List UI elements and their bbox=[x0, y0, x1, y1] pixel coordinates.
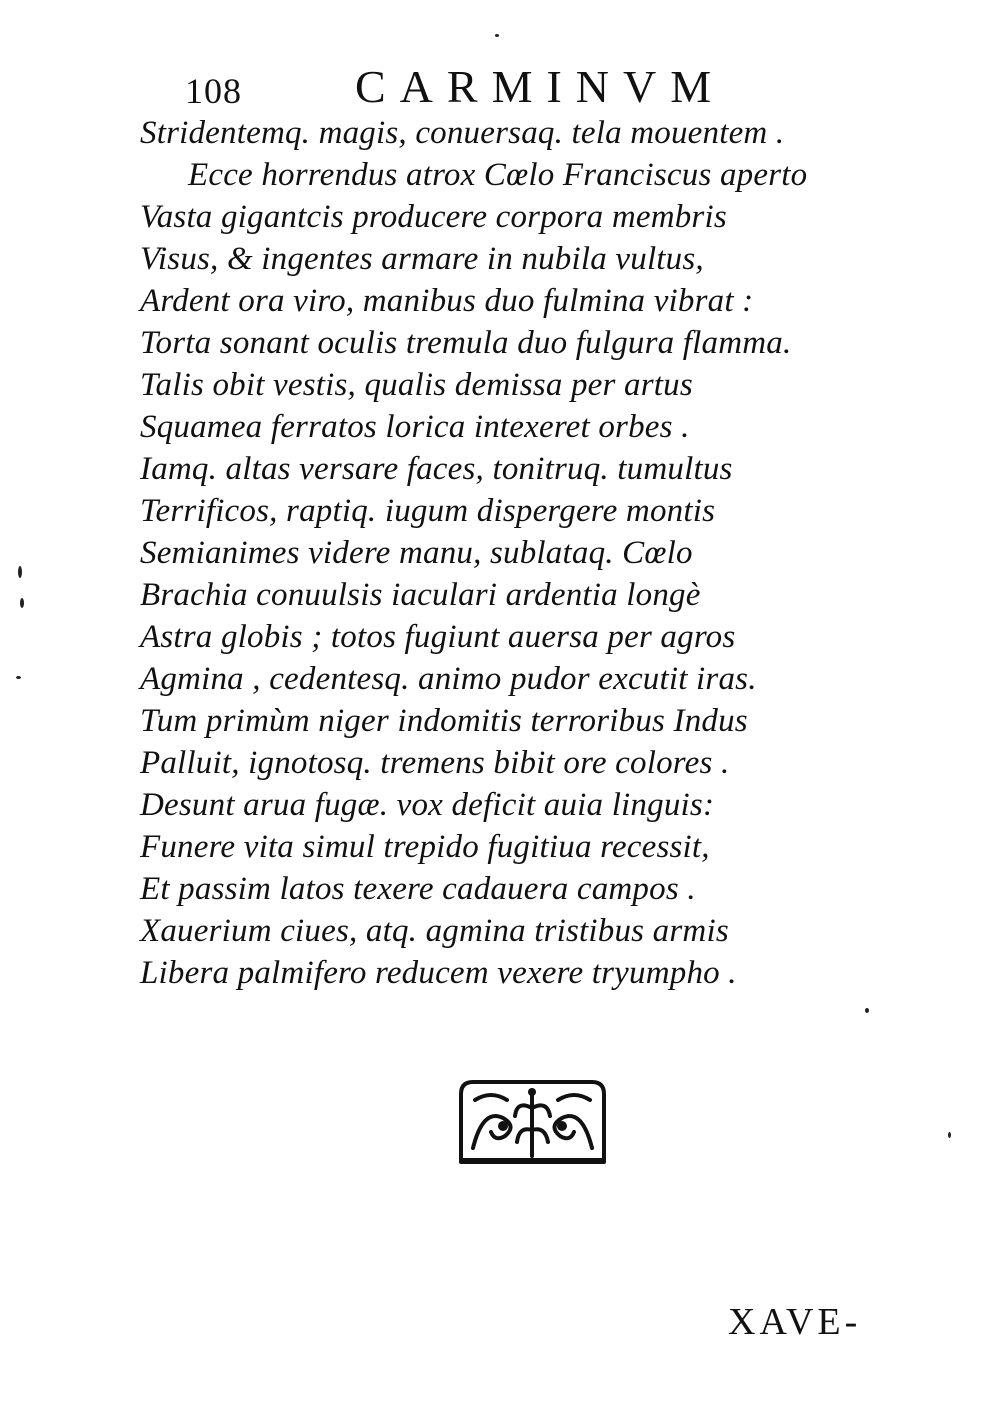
verse-line: Ecce horrendus atrox Cœlo Franciscus aperto bbox=[188, 157, 808, 193]
verse-line: Ardent ora viro, manibus duo fulmina vibrat : bbox=[140, 283, 754, 319]
verse-line: Stridentemq. magis, conuersaq. tela mouentem . bbox=[140, 115, 785, 151]
page-header bbox=[185, 60, 785, 110]
ink-speck bbox=[20, 598, 24, 608]
verse-line: Brachia conuulsis iaculari ardentia longè bbox=[140, 577, 701, 613]
catchword: XAVE- bbox=[728, 1301, 862, 1343]
ink-speck bbox=[948, 1132, 951, 1138]
ink-speck bbox=[16, 676, 21, 679]
ink-speck bbox=[865, 1008, 869, 1013]
verse-line: Vasta gigantcis producere corpora membris bbox=[140, 199, 727, 235]
verse-line: Terrificos, raptiq. iugum dispergere montis bbox=[140, 493, 716, 529]
ink-speck bbox=[495, 34, 499, 37]
verse-line: Astra globis ; totos fugiunt auersa per agros bbox=[140, 619, 736, 655]
verse-line: Funere vita simul trepido fugitiua recessit, bbox=[140, 829, 710, 865]
printers-ornament-icon bbox=[455, 1078, 610, 1166]
ink-speck bbox=[18, 566, 22, 578]
verse-line: Et passim latos texere cadauera campos . bbox=[140, 871, 696, 907]
verse-line: Squamea ferratos lorica intexeret orbes . bbox=[140, 409, 690, 445]
page-number: 108 bbox=[185, 71, 242, 111]
verse-line: Agmina , cedentesq. animo pudor excutit iras. bbox=[140, 661, 757, 697]
verse-line: Torta sonant oculis tremula duo fulgura flamma. bbox=[140, 325, 792, 361]
verse-text bbox=[140, 112, 940, 994]
verse-line: Visus, & ingentes armare in nubila vultus, bbox=[140, 241, 704, 277]
running-head: CARMINVM bbox=[355, 61, 726, 112]
verse-line: Semianimes videre manu, sublataq. Cœlo bbox=[140, 535, 693, 571]
verse-line: Iamq. altas versare faces, tonitruq. tumultus bbox=[140, 451, 733, 487]
verse-line: Libera palmifero reducem vexere tryumpho . bbox=[140, 955, 737, 991]
verse-line: Xauerium ciues, atq. agmina tristibus armis bbox=[140, 913, 729, 949]
verse-line: Palluit, ignotosq. tremens bibit ore colores . bbox=[140, 745, 730, 781]
verse-line: Desunt arua fugæ. vox deficit auia linguis: bbox=[140, 787, 715, 823]
verse-line: Talis obit vestis, qualis demissa per artus bbox=[140, 367, 693, 403]
verse-line: Tum primùm niger indomitis terroribus Indus bbox=[140, 703, 748, 739]
